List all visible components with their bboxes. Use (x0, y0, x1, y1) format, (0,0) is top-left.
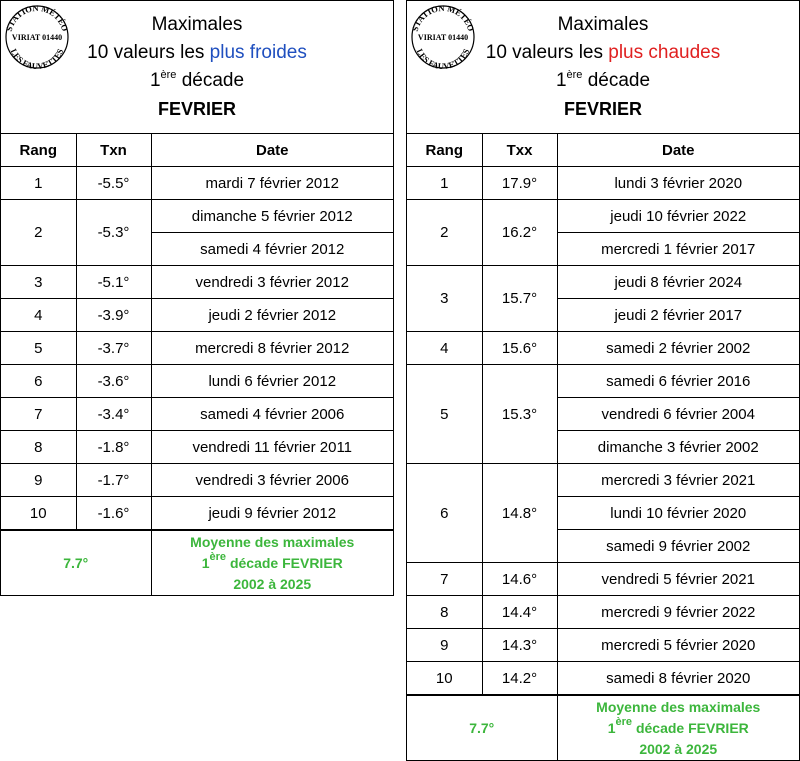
date-cell: mercredi 9 février 2022 (557, 596, 799, 629)
rank-cell: 1 (1, 167, 76, 200)
date-cell: dimanche 3 février 2002 (557, 431, 799, 464)
date-cell: jeudi 10 février 2022 (557, 200, 799, 233)
rank-cell: 7 (407, 563, 482, 596)
date-cell: lundi 3 février 2020 (557, 167, 799, 200)
records-table (407, 134, 799, 760)
header-highlight: plus chaudes (608, 42, 721, 63)
date-cell: mardi 7 février 2012 (151, 167, 393, 200)
mean-label-line3: 2002 à 2025 (639, 740, 718, 757)
rank-cell: 5 (407, 365, 482, 464)
mean-label-line1: Moyenne des maximales (596, 698, 761, 715)
table-row (407, 332, 799, 365)
header-month: FEVRIER (157, 99, 236, 119)
date-cell: samedi 9 février 2002 (557, 530, 799, 563)
date-cell: jeudi 8 février 2024 (557, 266, 799, 299)
records-table (1, 134, 393, 595)
date-cell: mercredi 5 février 2020 (557, 629, 799, 662)
temperature-cell: 17.9° (482, 167, 557, 200)
col-temp-header: Txx (482, 134, 557, 167)
rank-cell: 2 (407, 200, 482, 266)
svg-text:LES FAUVETTES: LES FAUVETTES (414, 47, 472, 71)
header-title: Maximales (151, 14, 243, 35)
rank-cell: 9 (407, 629, 482, 662)
header-month: FEVRIER (563, 99, 642, 119)
mean-label (557, 695, 799, 760)
panel-header (407, 1, 799, 134)
svg-text:LES FAUVETTES: LES FAUVETTES (8, 47, 66, 71)
table-row (1, 365, 393, 398)
temperature-cell: 14.8° (482, 464, 557, 563)
col-date-header: Date (557, 134, 799, 167)
svg-text:STATION MÉTÉO: STATION MÉTÉO (3, 3, 71, 33)
temperature-cell: -5.1° (76, 266, 151, 299)
hot-records-panel (406, 0, 800, 761)
table-header-row (407, 134, 799, 167)
date-cell: mercredi 1 février 2017 (557, 233, 799, 266)
rank-cell: 2 (1, 200, 76, 266)
table-row (407, 365, 799, 398)
header-decade: 1ère décade (555, 69, 651, 91)
col-rank-header: Rang (407, 134, 482, 167)
mean-row (407, 695, 799, 760)
date-cell: vendredi 11 février 2011 (151, 431, 393, 464)
rank-cell: 4 (407, 332, 482, 365)
temperature-cell: -3.6° (76, 365, 151, 398)
rank-cell: 10 (1, 497, 76, 531)
rank-cell: 1 (407, 167, 482, 200)
temperature-cell: 14.2° (482, 662, 557, 696)
table-row (1, 167, 393, 200)
table-row (1, 398, 393, 431)
date-cell: lundi 10 février 2020 (557, 497, 799, 530)
table-row (407, 662, 799, 696)
date-cell: vendredi 3 février 2012 (151, 266, 393, 299)
date-cell: jeudi 2 février 2017 (557, 299, 799, 332)
header-highlight: plus froides (209, 42, 307, 63)
date-cell: mercredi 8 février 2012 (151, 332, 393, 365)
temperature-cell: 15.6° (482, 332, 557, 365)
table-row (1, 431, 393, 464)
table-row (407, 596, 799, 629)
temperature-cell: -3.9° (76, 299, 151, 332)
table-row (1, 299, 393, 332)
table-row (1, 464, 393, 497)
table-row (407, 167, 799, 200)
col-temp-header: Txn (76, 134, 151, 167)
table-row (407, 266, 799, 299)
temperature-cell: 15.7° (482, 266, 557, 332)
temperature-cell: -1.6° (76, 497, 151, 531)
svg-text:VIRIAT 01440: VIRIAT 01440 (11, 33, 63, 42)
rank-cell: 8 (1, 431, 76, 464)
date-cell: vendredi 6 février 2004 (557, 398, 799, 431)
mean-label-line2: 1ère décade FEVRIER (201, 550, 343, 571)
col-rank-header: Rang (1, 134, 76, 167)
date-cell: jeudi 2 février 2012 (151, 299, 393, 332)
rank-cell: 10 (407, 662, 482, 696)
rank-cell: 3 (1, 266, 76, 299)
svg-text:STATION MÉTÉO: STATION MÉTÉO (409, 3, 477, 33)
temperature-cell: -1.8° (76, 431, 151, 464)
temperature-cell: 14.3° (482, 629, 557, 662)
table-row (407, 200, 799, 233)
mean-label (151, 530, 393, 595)
cold-records-panel (0, 0, 394, 596)
date-cell: mercredi 3 février 2021 (557, 464, 799, 497)
temperature-cell: 15.3° (482, 365, 557, 464)
table-row (1, 497, 393, 531)
panel-header (1, 1, 393, 134)
rank-cell: 6 (407, 464, 482, 563)
col-date-header: Date (151, 134, 393, 167)
temperature-cell: -1.7° (76, 464, 151, 497)
mean-label-line1: Moyenne des maximales (190, 533, 355, 550)
header-subtitle: 10 valeurs les plus froides (87, 42, 307, 63)
rank-cell: 3 (407, 266, 482, 332)
header-title: Maximales (557, 14, 649, 35)
date-cell: lundi 6 février 2012 (151, 365, 393, 398)
rank-cell: 5 (1, 332, 76, 365)
rank-cell: 6 (1, 365, 76, 398)
temperature-cell: 14.4° (482, 596, 557, 629)
temperature-cell: -5.5° (76, 167, 151, 200)
mean-label-line3: 2002 à 2025 (233, 575, 312, 592)
table-row (1, 332, 393, 365)
mean-label-line2: 1ère décade FEVRIER (607, 715, 749, 736)
date-cell: samedi 6 février 2016 (557, 365, 799, 398)
mean-value: 7.7° (407, 695, 557, 760)
date-cell: dimanche 5 février 2012 (151, 200, 393, 233)
rank-cell: 7 (1, 398, 76, 431)
date-cell: vendredi 3 février 2006 (151, 464, 393, 497)
mean-row (1, 530, 393, 595)
date-cell: jeudi 9 février 2012 (151, 497, 393, 531)
header-decade: 1ère décade (149, 69, 245, 91)
date-cell: samedi 4 février 2012 (151, 233, 393, 266)
rank-cell: 4 (1, 299, 76, 332)
table-header-row (1, 134, 393, 167)
date-cell: samedi 4 février 2006 (151, 398, 393, 431)
temperature-cell: 14.6° (482, 563, 557, 596)
date-cell: samedi 8 février 2020 (557, 662, 799, 696)
temperature-cell: -3.4° (76, 398, 151, 431)
table-row (1, 200, 393, 233)
table-row (407, 629, 799, 662)
header-subtitle: 10 valeurs les plus chaudes (485, 42, 721, 63)
table-row (407, 563, 799, 596)
temperature-cell: -5.3° (76, 200, 151, 266)
temperature-cell: -3.7° (76, 332, 151, 365)
svg-text:VIRIAT 01440: VIRIAT 01440 (417, 33, 469, 42)
temperature-cell: 16.2° (482, 200, 557, 266)
date-cell: samedi 2 février 2002 (557, 332, 799, 365)
date-cell: vendredi 5 février 2021 (557, 563, 799, 596)
mean-value: 7.7° (1, 530, 151, 595)
rank-cell: 8 (407, 596, 482, 629)
rank-cell: 9 (1, 464, 76, 497)
table-row (407, 464, 799, 497)
table-row (1, 266, 393, 299)
